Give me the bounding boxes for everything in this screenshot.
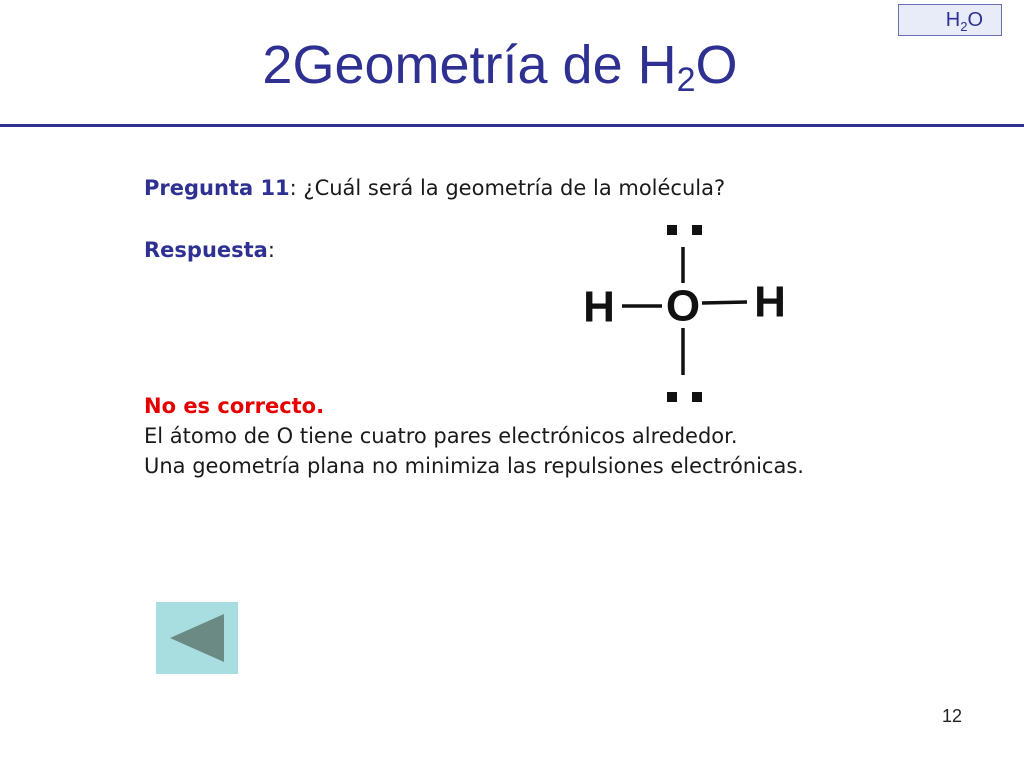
title-text-end: O — [695, 35, 738, 95]
title-divider — [0, 124, 1024, 127]
question — [144, 173, 904, 203]
badge-subscript: 2 — [960, 19, 968, 34]
feedback-line-2: Una geometría plana no minimiza las repulsiones electrónicas. — [144, 454, 804, 478]
lone-pair-bottom — [667, 392, 702, 402]
lewis-structure-diagram — [570, 215, 810, 415]
feedback-explanation — [144, 421, 904, 481]
atom-h-left: H — [583, 282, 615, 332]
question-separator: : — [289, 176, 297, 200]
page-number: 12 — [941, 706, 962, 726]
atom-h-right: H — [754, 277, 786, 327]
badge-text: H — [945, 9, 961, 31]
title-text: 2Geometría de H — [262, 35, 677, 95]
slide-title — [0, 30, 1000, 100]
answer-label: Respuesta — [144, 238, 268, 262]
title-subscript: 2 — [676, 61, 696, 99]
feedback-line-1: El átomo de O tiene cuatro pares electrónicos alrededor. — [144, 424, 738, 448]
question-text: ¿Cuál será la geometría de la molécula? — [296, 176, 726, 200]
answer — [144, 235, 275, 265]
badge-text-end: O — [967, 9, 983, 31]
back-button[interactable] — [156, 602, 238, 674]
bond-right — [702, 302, 747, 303]
atom-o-center: O — [665, 281, 701, 331]
lone-pair-top — [667, 225, 702, 235]
answer-separator: : — [267, 238, 275, 262]
feedback-verdict: No es correcto. — [144, 394, 325, 418]
back-triangle-icon — [156, 602, 238, 674]
question-label: Pregunta 11 — [144, 176, 290, 200]
